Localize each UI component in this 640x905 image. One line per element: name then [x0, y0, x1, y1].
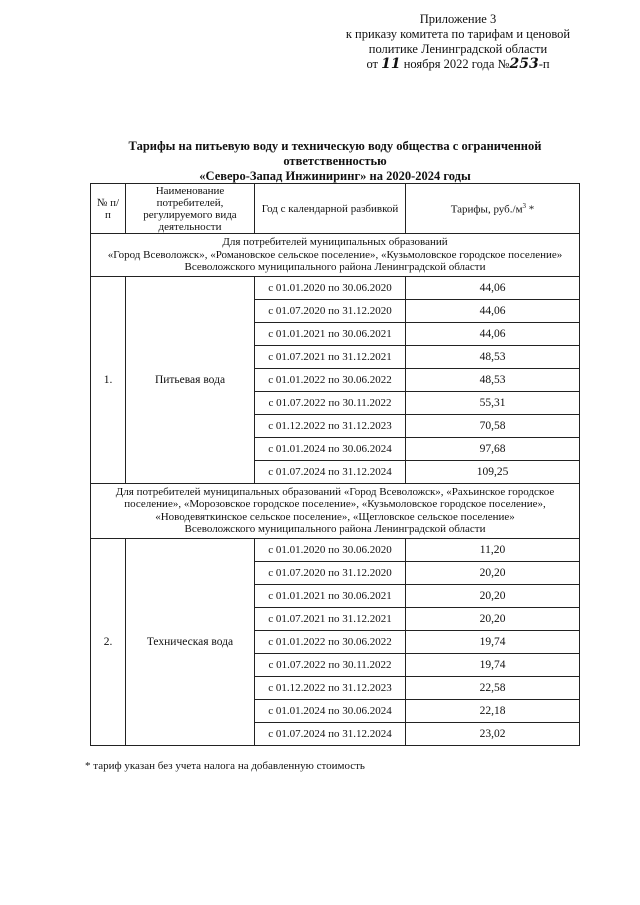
tariff-cell: 48,53	[406, 368, 580, 391]
header-period: Год с календарной разбивкой	[255, 184, 406, 234]
tariff-cell: 23,02	[406, 722, 580, 745]
group-1-name: Питьевая вода	[126, 276, 255, 483]
period-cell: с 01.07.2021 по 31.12.2021	[255, 607, 406, 630]
tariff-cell: 44,06	[406, 276, 580, 299]
tariff-cell: 44,06	[406, 299, 580, 322]
table-row	[91, 276, 580, 299]
group-2-caption-line: Всеволожского муниципального района Ленинградской области	[184, 523, 486, 535]
header-tariff-sup: 3	[522, 201, 527, 210]
title-line-2: «Северо-Запад Инжиниринг» на 2020-2024 годы	[199, 169, 471, 183]
header-tariff	[406, 184, 580, 234]
committee-line: политике Ленинградской области	[368, 42, 548, 56]
period-cell: с 01.01.2024 по 30.06.2024	[255, 699, 406, 722]
period-cell: с 01.12.2022 по 31.12.2023	[255, 676, 406, 699]
period-cell: с 01.07.2024 по 31.12.2024	[255, 460, 406, 483]
group-2-number: 2.	[91, 538, 126, 745]
tariff-cell: 55,31	[406, 391, 580, 414]
handwritten-day: 11	[381, 56, 401, 72]
tariff-cell: 44,06	[406, 322, 580, 345]
period-cell: с 01.07.2020 по 31.12.2020	[255, 299, 406, 322]
order-suffix: -п	[538, 57, 550, 71]
tariff-cell: 22,18	[406, 699, 580, 722]
tariff-cell: 20,20	[406, 561, 580, 584]
period-cell: с 01.01.2022 по 30.06.2022	[255, 630, 406, 653]
table-header-row	[91, 184, 580, 234]
period-cell: с 01.01.2020 по 30.06.2020	[255, 276, 406, 299]
order-reference-line: к приказу комитета по тарифам и ценовой	[345, 27, 571, 41]
period-cell: с 01.01.2022 по 30.06.2022	[255, 368, 406, 391]
header-tariff-label: Тарифы, руб./м	[450, 203, 523, 216]
tariff-cell: 97,68	[406, 437, 580, 460]
header-consumer-name: Наименование потребителей, регулируемого вида деятельности	[126, 184, 255, 234]
date-prefix: от	[366, 57, 378, 71]
group-1-caption-cell	[91, 234, 580, 277]
tariff-cell: 19,74	[406, 630, 580, 653]
period-cell: с 01.01.2024 по 30.06.2024	[255, 437, 406, 460]
tariff-cell: 20,20	[406, 607, 580, 630]
header-tariff-star: *	[526, 203, 535, 216]
period-cell: с 01.01.2021 по 30.06.2021	[255, 322, 406, 345]
group-1-caption-line: Всеволожского муниципального района Ленинградской области	[184, 261, 486, 273]
period-cell: с 01.07.2024 по 31.12.2024	[255, 722, 406, 745]
group-2-name: Техническая вода	[126, 538, 255, 745]
appendix-label: Приложение 3	[419, 12, 497, 26]
document-title	[80, 139, 590, 184]
tariff-cell: 109,25	[406, 460, 580, 483]
group-2-caption-line: «Новодевяткинское сельское поселение», «Щегловское сельское поселение»	[155, 510, 515, 523]
period-cell: с 01.07.2022 по 30.11.2022	[255, 391, 406, 414]
tariff-cell: 11,20	[406, 538, 580, 561]
period-cell: с 01.12.2022 по 31.12.2023	[255, 414, 406, 437]
handwritten-order-number: 253	[509, 56, 539, 72]
tariff-table	[90, 183, 580, 746]
group-2-caption	[91, 483, 580, 538]
tariff-cell: 19,74	[406, 653, 580, 676]
tariff-cell: 48,53	[406, 345, 580, 368]
title-line-1: Тарифы на питьевую воду и техническую воду общества с ограниченной ответственностью	[128, 139, 542, 168]
order-date-line	[338, 57, 578, 72]
header-number: № п/п	[91, 184, 126, 234]
date-text: ноября 2022 года №	[403, 57, 510, 71]
period-cell: с 01.07.2022 по 30.11.2022	[255, 653, 406, 676]
group-1-number: 1.	[91, 276, 126, 483]
group-2-caption-line: Для потребителей муниципальных образований «Город Всеволожск», «Рахьинское городское	[115, 485, 555, 498]
group-1-caption	[91, 234, 580, 277]
table-row	[91, 538, 580, 561]
group-1-caption-line: «Город Всеволожск», «Романовское сельское поселение», «Кузьмоловское городское поселение»	[107, 248, 563, 261]
tariff-cell: 22,58	[406, 676, 580, 699]
tariff-cell: 20,20	[406, 584, 580, 607]
appendix-header	[338, 12, 578, 72]
period-cell: с 01.07.2021 по 31.12.2021	[255, 345, 406, 368]
vat-footnote: * тариф указан без учета налога на добавленную стоимость	[85, 760, 365, 772]
group-1-caption-line: Для потребителей муниципальных образований	[222, 236, 448, 248]
period-cell: с 01.01.2021 по 30.06.2021	[255, 584, 406, 607]
period-cell: с 01.07.2020 по 31.12.2020	[255, 561, 406, 584]
group-2-caption-line: поселение», «Морозовское городское поселение», «Кузьмоловское городское поселение»,	[124, 498, 546, 510]
group-2-caption-cell	[91, 483, 580, 538]
tariff-cell: 70,58	[406, 414, 580, 437]
period-cell: с 01.01.2020 по 30.06.2020	[255, 538, 406, 561]
